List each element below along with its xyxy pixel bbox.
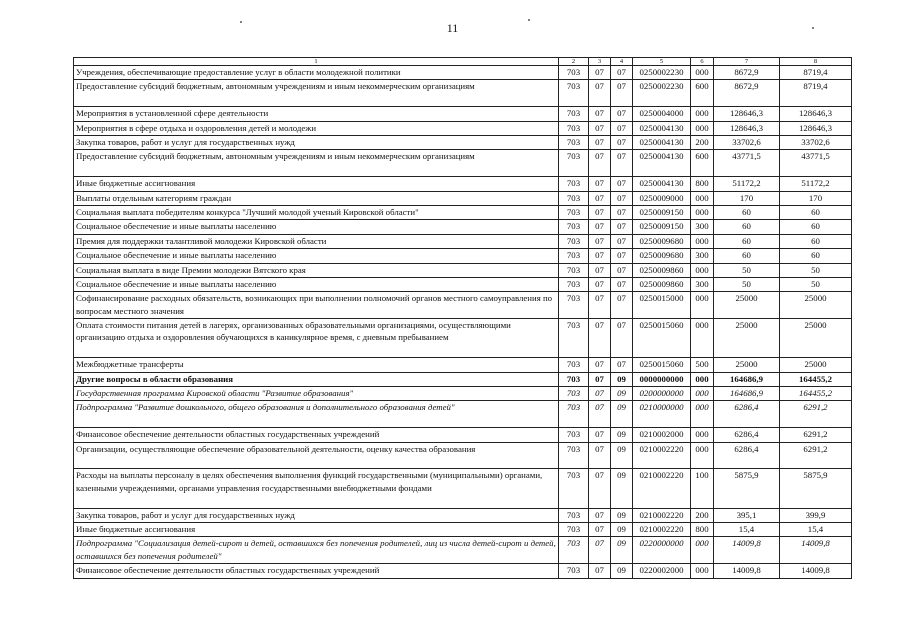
subsection-cell: 09 <box>611 564 633 578</box>
ministry-code-cell: 703 <box>559 319 589 358</box>
ministry-code-cell: 703 <box>559 469 589 508</box>
target-article-cell: 0000000000 <box>633 372 691 386</box>
ministry-code-cell: 703 <box>559 428 589 442</box>
section-cell: 07 <box>589 107 611 121</box>
ministry-code-cell: 703 <box>559 292 589 319</box>
table-row <box>74 277 852 291</box>
row-name-cell: Социальное обеспечение и иные выплаты населению <box>74 249 559 263</box>
row-name-cell: Межбюджетные трансферты <box>74 358 559 372</box>
ministry-code-cell: 703 <box>559 220 589 234</box>
column-number: 6 <box>691 58 714 66</box>
target-article-cell: 0250002230 <box>633 66 691 80</box>
ministry-code-cell: 703 <box>559 135 589 149</box>
target-article-cell: 0250009860 <box>633 263 691 277</box>
amount-year1-cell: 5875,9 <box>714 469 780 508</box>
target-article-cell: 0250004130 <box>633 150 691 177</box>
table-row <box>74 121 852 135</box>
row-name-cell: Подпрограмма "Социализация детей-сирот и детей, оставшихся без попечения родителей, лиц из числа детей-сирот и детей, оставшихся без попечения родителей" <box>74 537 559 564</box>
table-row <box>74 150 852 177</box>
table-row <box>74 135 852 149</box>
column-number: 8 <box>780 58 852 66</box>
row-name-cell: Финансовое обеспечение деятельности областных государственных учреждений <box>74 428 559 442</box>
amount-year2-cell: 60 <box>780 220 852 234</box>
ministry-code-cell: 703 <box>559 358 589 372</box>
subsection-cell: 09 <box>611 401 633 428</box>
subsection-cell: 07 <box>611 80 633 107</box>
amount-year1-cell: 128646,3 <box>714 107 780 121</box>
ministry-code-cell: 703 <box>559 191 589 205</box>
table-row <box>74 234 852 248</box>
row-name-cell: Оплата стоимости питания детей в лагерях, организованных образовательными организациями, осуществляющими организацию отдыха и оздоровления обучающихся в каникулярное время, с дневным пребыванием <box>74 319 559 358</box>
table-row <box>74 442 852 469</box>
row-name-cell: Подпрограмма "Развитие дошкольного, общего образования и дополнительного образования детей" <box>74 401 559 428</box>
section-cell: 07 <box>589 564 611 578</box>
expense-type-cell: 200 <box>691 135 714 149</box>
amount-year1-cell: 8672,9 <box>714 80 780 107</box>
table-row <box>74 191 852 205</box>
section-cell: 07 <box>589 277 611 291</box>
subsection-cell: 09 <box>611 537 633 564</box>
target-article-cell: 0210002220 <box>633 469 691 508</box>
section-cell: 07 <box>589 66 611 80</box>
amount-year1-cell: 25000 <box>714 319 780 358</box>
ministry-code-cell: 703 <box>559 150 589 177</box>
column-number-row <box>74 58 852 66</box>
expense-type-cell: 000 <box>691 387 714 401</box>
amount-year1-cell: 170 <box>714 191 780 205</box>
amount-year2-cell: 25000 <box>780 292 852 319</box>
target-article-cell: 0250004000 <box>633 107 691 121</box>
ministry-code-cell: 703 <box>559 121 589 135</box>
target-article-cell: 0210002220 <box>633 523 691 537</box>
subsection-cell: 07 <box>611 292 633 319</box>
amount-year1-cell: 6286,4 <box>714 401 780 428</box>
amount-year2-cell: 128646,3 <box>780 121 852 135</box>
amount-year2-cell: 60 <box>780 249 852 263</box>
subsection-cell: 07 <box>611 263 633 277</box>
row-name-cell: Премия для поддержки талантливой молодежи Кировской области <box>74 234 559 248</box>
ministry-code-cell: 703 <box>559 66 589 80</box>
row-name-cell: Мероприятия в сфере отдыха и оздоровления детей и молодежи <box>74 121 559 135</box>
subsection-cell: 09 <box>611 442 633 469</box>
expense-type-cell: 300 <box>691 249 714 263</box>
subsection-cell: 07 <box>611 220 633 234</box>
target-article-cell: 0250015000 <box>633 292 691 319</box>
table-row <box>74 372 852 386</box>
target-article-cell: 0250009000 <box>633 191 691 205</box>
target-article-cell: 0210000000 <box>633 401 691 428</box>
row-name-cell: Государственная программа Кировской области "Развитие образования" <box>74 387 559 401</box>
section-cell: 07 <box>589 191 611 205</box>
amount-year1-cell: 60 <box>714 249 780 263</box>
section-cell: 07 <box>589 135 611 149</box>
subsection-cell: 07 <box>611 121 633 135</box>
target-article-cell: 0250009150 <box>633 205 691 219</box>
section-cell: 07 <box>589 177 611 191</box>
amount-year2-cell: 164455,2 <box>780 372 852 386</box>
section-cell: 07 <box>589 523 611 537</box>
amount-year1-cell: 15,4 <box>714 523 780 537</box>
amount-year1-cell: 8672,9 <box>714 66 780 80</box>
amount-year2-cell: 14009,8 <box>780 537 852 564</box>
amount-year2-cell: 164455,2 <box>780 387 852 401</box>
column-number: 2 <box>559 58 589 66</box>
expense-type-cell: 600 <box>691 150 714 177</box>
amount-year2-cell: 5875,9 <box>780 469 852 508</box>
table-row <box>74 387 852 401</box>
expense-type-cell: 000 <box>691 205 714 219</box>
row-name-cell: Социальная выплата в виде Премии молодежи Вятского края <box>74 263 559 277</box>
table-row <box>74 107 852 121</box>
ministry-code-cell: 703 <box>559 177 589 191</box>
target-article-cell: 0250009680 <box>633 249 691 263</box>
section-cell: 07 <box>589 292 611 319</box>
amount-year2-cell: 43771,5 <box>780 150 852 177</box>
amount-year2-cell: 14009,8 <box>780 564 852 578</box>
subsection-cell: 07 <box>611 319 633 358</box>
table-row <box>74 249 852 263</box>
amount-year1-cell: 14009,8 <box>714 564 780 578</box>
section-cell: 07 <box>589 401 611 428</box>
row-name-cell: Другие вопросы в области образования <box>74 372 559 386</box>
column-number: 4 <box>611 58 633 66</box>
column-number: 5 <box>633 58 691 66</box>
row-name-cell: Расходы на выплаты персоналу в целях обеспечения выполнения функций государственными (муниципальными) органами, казенными учреждениями, органами управления государственными внебюджетными фондами <box>74 469 559 508</box>
subsection-cell: 09 <box>611 508 633 522</box>
section-cell: 07 <box>589 234 611 248</box>
scan-speck <box>240 21 242 23</box>
target-article-cell: 0250004130 <box>633 135 691 149</box>
target-article-cell: 0250015060 <box>633 319 691 358</box>
row-name-cell: Финансовое обеспечение деятельности областных государственных учреждений <box>74 564 559 578</box>
section-cell: 07 <box>589 469 611 508</box>
section-cell: 07 <box>589 428 611 442</box>
row-name-cell: Иные бюджетные ассигнования <box>74 177 559 191</box>
section-cell: 07 <box>589 387 611 401</box>
section-cell: 07 <box>589 150 611 177</box>
amount-year1-cell: 60 <box>714 220 780 234</box>
row-name-cell: Социальное обеспечение и иные выплаты населению <box>74 277 559 291</box>
amount-year1-cell: 51172,2 <box>714 177 780 191</box>
target-article-cell: 0220000000 <box>633 537 691 564</box>
amount-year1-cell: 6286,4 <box>714 442 780 469</box>
table-row <box>74 66 852 80</box>
subsection-cell: 09 <box>611 469 633 508</box>
subsection-cell: 07 <box>611 135 633 149</box>
page-number: 11 <box>446 21 459 35</box>
amount-year2-cell: 25000 <box>780 358 852 372</box>
subsection-cell: 07 <box>611 107 633 121</box>
ministry-code-cell: 703 <box>559 442 589 469</box>
expense-type-cell: 000 <box>691 263 714 277</box>
row-name-cell: Мероприятия в установленной сфере деятельности <box>74 107 559 121</box>
subsection-cell: 09 <box>611 372 633 386</box>
expense-type-cell: 000 <box>691 234 714 248</box>
table-row <box>74 220 852 234</box>
row-name-cell: Выплаты отдельным категориям граждан <box>74 191 559 205</box>
ministry-code-cell: 703 <box>559 387 589 401</box>
section-cell: 07 <box>589 249 611 263</box>
amount-year1-cell: 50 <box>714 263 780 277</box>
subsection-cell: 07 <box>611 177 633 191</box>
table-row <box>74 205 852 219</box>
amount-year2-cell: 50 <box>780 263 852 277</box>
table-row <box>74 564 852 578</box>
column-number: 1 <box>74 58 559 66</box>
column-number: 3 <box>589 58 611 66</box>
scan-speck <box>528 19 530 21</box>
expense-type-cell: 000 <box>691 372 714 386</box>
subsection-cell: 07 <box>611 358 633 372</box>
subsection-cell: 09 <box>611 523 633 537</box>
expense-type-cell: 500 <box>691 358 714 372</box>
section-cell: 07 <box>589 80 611 107</box>
table-row <box>74 523 852 537</box>
amount-year1-cell: 14009,8 <box>714 537 780 564</box>
amount-year2-cell: 128646,3 <box>780 107 852 121</box>
expense-type-cell: 000 <box>691 121 714 135</box>
expense-type-cell: 000 <box>691 428 714 442</box>
expense-type-cell: 000 <box>691 292 714 319</box>
ministry-code-cell: 703 <box>559 277 589 291</box>
amount-year2-cell: 50 <box>780 277 852 291</box>
row-name-cell: Социальная выплата победителям конкурса "Лучший молодой ученый Кировской области" <box>74 205 559 219</box>
table-row <box>74 469 852 508</box>
table-row <box>74 319 852 358</box>
expense-type-cell: 000 <box>691 537 714 564</box>
amount-year1-cell: 128646,3 <box>714 121 780 135</box>
section-cell: 07 <box>589 372 611 386</box>
subsection-cell: 07 <box>611 234 633 248</box>
amount-year1-cell: 25000 <box>714 358 780 372</box>
ministry-code-cell: 703 <box>559 537 589 564</box>
amount-year1-cell: 25000 <box>714 292 780 319</box>
expense-type-cell: 200 <box>691 508 714 522</box>
ministry-code-cell: 703 <box>559 508 589 522</box>
amount-year2-cell: 6291,2 <box>780 442 852 469</box>
table-row <box>74 537 852 564</box>
subsection-cell: 09 <box>611 428 633 442</box>
expense-type-cell: 800 <box>691 523 714 537</box>
row-name-cell: Социальное обеспечение и иные выплаты населению <box>74 220 559 234</box>
expense-type-cell: 000 <box>691 66 714 80</box>
expense-type-cell: 800 <box>691 177 714 191</box>
section-cell: 07 <box>589 263 611 277</box>
table-row <box>74 401 852 428</box>
expense-type-cell: 000 <box>691 442 714 469</box>
subsection-cell: 07 <box>611 191 633 205</box>
amount-year1-cell: 43771,5 <box>714 150 780 177</box>
target-article-cell: 0250004130 <box>633 177 691 191</box>
target-article-cell: 0210002000 <box>633 428 691 442</box>
subsection-cell: 07 <box>611 66 633 80</box>
amount-year2-cell: 8719,4 <box>780 66 852 80</box>
amount-year1-cell: 395,1 <box>714 508 780 522</box>
section-cell: 07 <box>589 319 611 358</box>
budget-table <box>73 57 852 579</box>
table-row <box>74 292 852 319</box>
subsection-cell: 07 <box>611 205 633 219</box>
target-article-cell: 0220002000 <box>633 564 691 578</box>
target-article-cell: 0250009680 <box>633 234 691 248</box>
amount-year1-cell: 50 <box>714 277 780 291</box>
expense-type-cell: 600 <box>691 80 714 107</box>
amount-year2-cell: 8719,4 <box>780 80 852 107</box>
amount-year1-cell: 33702,6 <box>714 135 780 149</box>
amount-year2-cell: 60 <box>780 234 852 248</box>
table-row <box>74 428 852 442</box>
ministry-code-cell: 703 <box>559 263 589 277</box>
section-cell: 07 <box>589 442 611 469</box>
target-article-cell: 0250009860 <box>633 277 691 291</box>
table-row <box>74 177 852 191</box>
section-cell: 07 <box>589 358 611 372</box>
row-name-cell: Закупка товаров, работ и услуг для государственных нужд <box>74 508 559 522</box>
expense-type-cell: 300 <box>691 220 714 234</box>
amount-year1-cell: 60 <box>714 234 780 248</box>
ministry-code-cell: 703 <box>559 234 589 248</box>
target-article-cell: 0210002220 <box>633 508 691 522</box>
amount-year2-cell: 399,9 <box>780 508 852 522</box>
scan-speck <box>812 27 814 29</box>
row-name-cell: Закупка товаров, работ и услуг для государственных нужд <box>74 135 559 149</box>
amount-year2-cell: 60 <box>780 205 852 219</box>
row-name-cell: Предоставление субсидий бюджетным, автономным учреждениям и иным некоммерческим организациям <box>74 80 559 107</box>
amount-year2-cell: 15,4 <box>780 523 852 537</box>
expense-type-cell: 100 <box>691 469 714 508</box>
section-cell: 07 <box>589 220 611 234</box>
section-cell: 07 <box>589 205 611 219</box>
amount-year2-cell: 6291,2 <box>780 428 852 442</box>
target-article-cell: 0250015060 <box>633 358 691 372</box>
table-row <box>74 80 852 107</box>
ministry-code-cell: 703 <box>559 80 589 107</box>
table-row <box>74 358 852 372</box>
amount-year1-cell: 60 <box>714 205 780 219</box>
ministry-code-cell: 703 <box>559 372 589 386</box>
subsection-cell: 07 <box>611 150 633 177</box>
amount-year2-cell: 25000 <box>780 319 852 358</box>
expense-type-cell: 300 <box>691 277 714 291</box>
ministry-code-cell: 703 <box>559 107 589 121</box>
section-cell: 07 <box>589 121 611 135</box>
target-article-cell: 0210002220 <box>633 442 691 469</box>
target-article-cell: 0200000000 <box>633 387 691 401</box>
ministry-code-cell: 703 <box>559 523 589 537</box>
target-article-cell: 0250002230 <box>633 80 691 107</box>
subsection-cell: 07 <box>611 277 633 291</box>
amount-year1-cell: 164686,9 <box>714 387 780 401</box>
section-cell: 07 <box>589 508 611 522</box>
expense-type-cell: 000 <box>691 191 714 205</box>
ministry-code-cell: 703 <box>559 564 589 578</box>
expense-type-cell: 000 <box>691 107 714 121</box>
expense-type-cell: 000 <box>691 319 714 358</box>
amount-year1-cell: 164686,9 <box>714 372 780 386</box>
subsection-cell: 07 <box>611 249 633 263</box>
table-row <box>74 508 852 522</box>
amount-year2-cell: 33702,6 <box>780 135 852 149</box>
target-article-cell: 0250004130 <box>633 121 691 135</box>
expense-type-cell: 000 <box>691 401 714 428</box>
table-row <box>74 263 852 277</box>
section-cell: 07 <box>589 537 611 564</box>
ministry-code-cell: 703 <box>559 401 589 428</box>
column-number: 7 <box>714 58 780 66</box>
amount-year1-cell: 6286,4 <box>714 428 780 442</box>
row-name-cell: Софинансирование расходных обязательств, возникающих при выполнении полномочий органов местного самоуправления по вопросам местного значения <box>74 292 559 319</box>
amount-year2-cell: 51172,2 <box>780 177 852 191</box>
row-name-cell: Учреждения, обеспечивающие предоставление услуг в области молодежной политики <box>74 66 559 80</box>
amount-year2-cell: 170 <box>780 191 852 205</box>
row-name-cell: Предоставление субсидий бюджетным, автономным учреждениям и иным некоммерческим организациям <box>74 150 559 177</box>
amount-year2-cell: 6291,2 <box>780 401 852 428</box>
ministry-code-cell: 703 <box>559 205 589 219</box>
subsection-cell: 09 <box>611 387 633 401</box>
ministry-code-cell: 703 <box>559 249 589 263</box>
target-article-cell: 0250009150 <box>633 220 691 234</box>
row-name-cell: Иные бюджетные ассигнования <box>74 523 559 537</box>
row-name-cell: Организации, осуществляющие обеспечение образовательной деятельности, оценку качества образования <box>74 442 559 469</box>
expense-type-cell: 000 <box>691 564 714 578</box>
